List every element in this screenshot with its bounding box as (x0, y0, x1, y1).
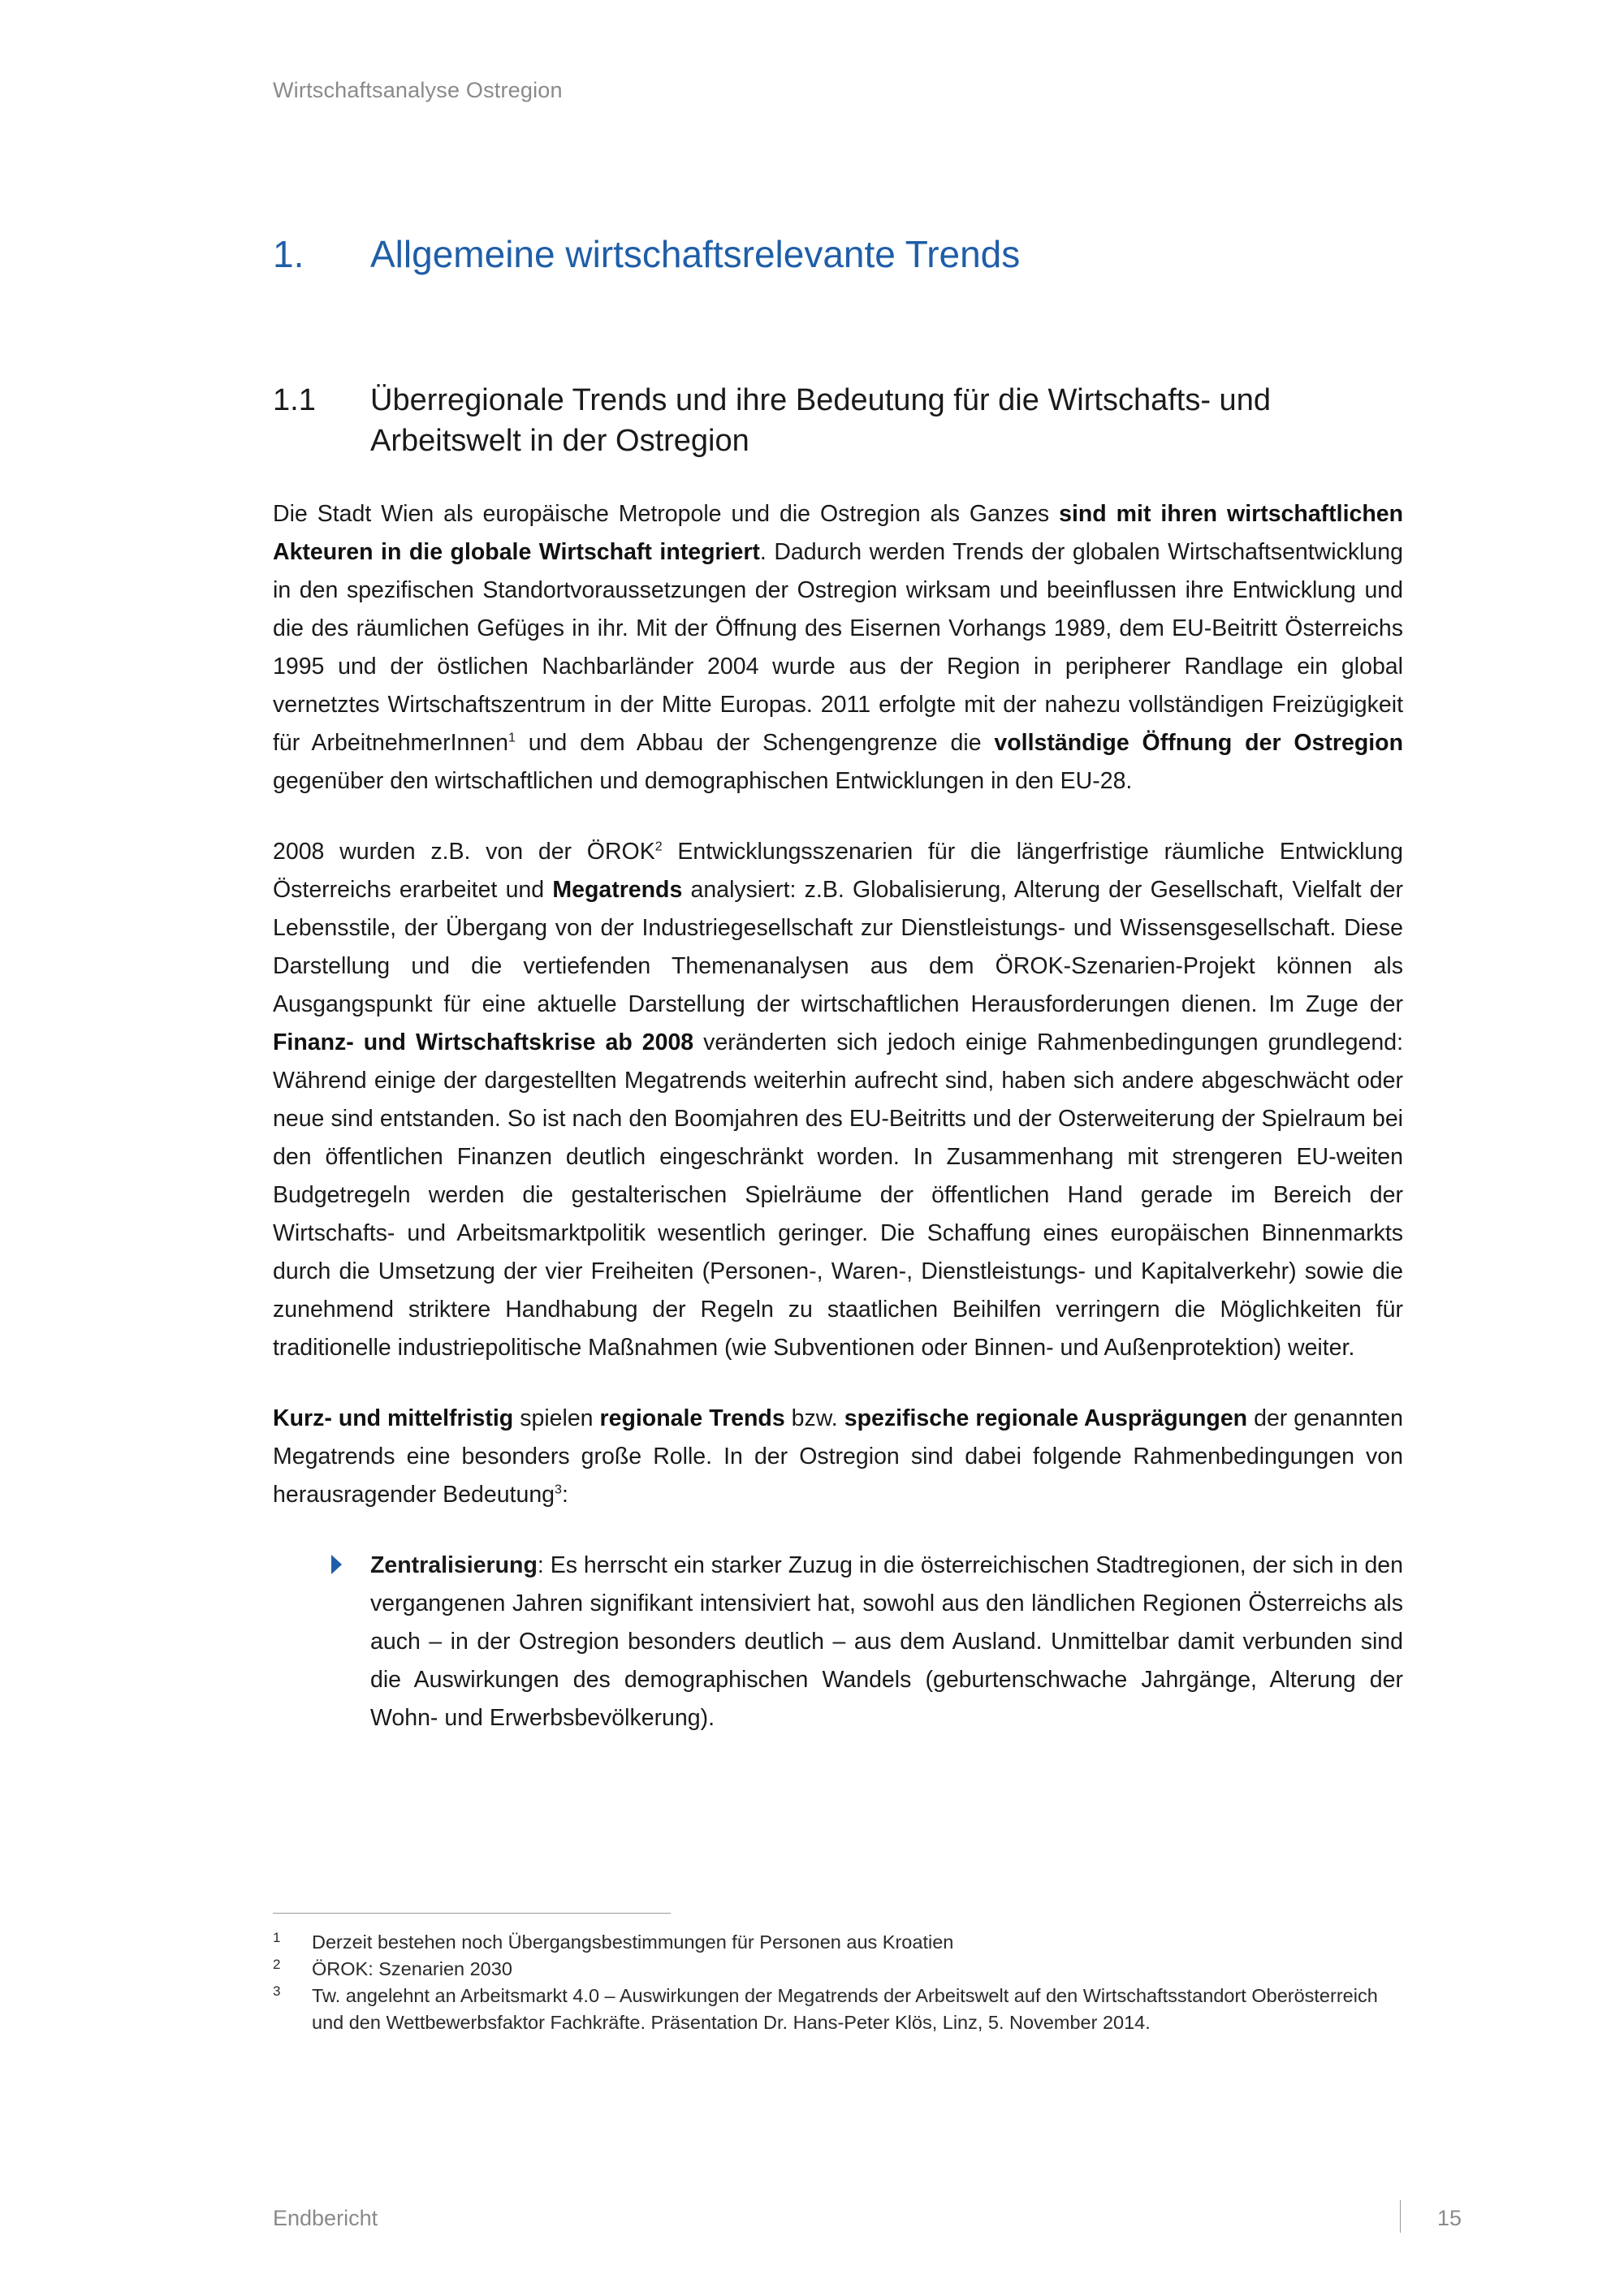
footnote-number: 3 (273, 1983, 281, 1999)
text-run: und dem Abbau der Schengengrenze die (515, 730, 995, 756)
footnote-text: Derzeit bestehen noch Übergangsbestimmungen für Personen aus Kroatien (312, 1931, 954, 1953)
list-item (273, 1547, 1403, 1737)
footnote-divider (273, 1913, 671, 1914)
footnote-1 (273, 1929, 1410, 1956)
chapter-title: Allgemeine wirtschaftsrelevante Trends (370, 233, 1021, 275)
text-run: bzw. (784, 1405, 844, 1431)
section-number: 1.1 (273, 383, 316, 417)
footnote-text: ÖROK: Szenarien 2030 (312, 1958, 512, 1979)
text-run: Entwicklungsszenarien für die längerfristige räumliche Entwicklung Österreichs erarbeitet und (273, 839, 1403, 903)
footnotes (273, 1929, 1410, 2036)
running-header: Wirtschaftsanalyse Ostregion (273, 78, 563, 102)
text-run: gegenüber den wirtschaftlichen und demographischen Entwicklungen in den EU-28. (273, 768, 1133, 794)
bullet-term: Zentralisierung (370, 1552, 538, 1578)
footnote-ref-3[interactable]: 3 (555, 1482, 562, 1497)
text-run: analysiert: z.B. Globalisierung, Alterung der Gesellschaft, Vielfalt der Lebensstile, der Übergang von der Industriegesellschaft zur Dienstleistungs- und Wissensgesellschaft. Diese Darstellung und die vertiefenden Themenanalysen aus dem ÖROK-Szenarien-Projekt können als Ausgangspunkt für eine aktuelle Darstellung der wirtschaftlichen Herausforderungen dienen. Im Zuge der (273, 877, 1403, 1017)
footer-divider (1400, 2200, 1401, 2233)
footnote-text: Tw. angelehnt an Arbeitsmarkt 4.0 – Auswirkungen der Megatrends der Arbeitswelt auf den Wirtschaftsstandort Oberösterreich und den Wettbewerbsfaktor Fachkräfte. Präsentation Dr. Hans-Peter Klös, Linz, 5. November 2014. (312, 1985, 1378, 2033)
footnote-ref-1[interactable]: 1 (508, 731, 516, 745)
bullet-list (273, 1547, 1403, 1737)
footnote-number: 1 (273, 1930, 281, 1945)
bold-run: spezifische regionale Ausprägungen (844, 1405, 1248, 1431)
text-run: 2008 wurden z.B. von der ÖROK (273, 839, 655, 865)
footnote-2 (273, 1956, 1410, 1983)
bold-run: Kurz- und mittelfristig (273, 1405, 514, 1431)
bullet-text: : Es herrscht ein starker Zuzug in die österreichischen Stadtregionen, der sich in den vergangenen Jahren signifikant intensiviert hat, sowohl aus den ländlichen Regionen Österreichs als auch – in der Ostregion besonders deutlich – aus dem Ausland. Unmittelbar damit verbunden sind die Auswirkungen des demographischen Wandels (geburtenschwache Jahrgänge, Alterung der Wohn- und Erwerbsbevölkerung). (370, 1552, 1404, 1731)
text-run: spielen (513, 1405, 600, 1431)
body-text (273, 495, 1403, 1737)
bold-run: regionale Trends (599, 1405, 785, 1431)
section-title: Überregionale Trends und ihre Bedeutung für die Wirtschafts- und Arbeitswelt in der Ostregion (370, 383, 1271, 458)
chapter-heading (273, 232, 1020, 276)
footnote-ref-2[interactable]: 2 (654, 839, 663, 854)
paragraph-1 (273, 495, 1403, 801)
page-number: 15 (1437, 2206, 1462, 2230)
text-run: : (561, 1482, 568, 1508)
chapter-number: 1. (273, 233, 304, 275)
bold-run: Finanz- und Wirtschaftskrise ab 2008 (273, 1029, 694, 1055)
text-run: . Dadurch werden Trends der globalen Wirtschaftsentwicklung in den spezifischen Standortvoraussetzungen der Ostregion wirksam und beeinflussen ihre Entwicklung und die des räumlichen Gefüges in ihr. Mit der Öffnung des Eisernen Vorhangs 1989, dem EU-Beitritt Österreichs 1995 und der östlichen Nachbarländer 2004 wurde aus der Region in peripherer Randlage ein global vernetztes Wirtschaftszentrum in der Mitte Europas. 2011 erfolgte mit der nahezu vollständigen Freizügigkeit für ArbeitnehmerInnen (273, 539, 1403, 756)
text-run: veränderten sich jedoch einige Rahmenbedingungen grundlegend: Während einige der dargestellten Megatrends weiterhin aufrecht sind, haben sich andere abgeschwächt oder neue sind entstanden. So ist nach den Boomjahren des EU-Beitritts und der Osterweiterung der Spielraum bei den öffentlichen Finanzen deutlich eingeschränkt worden. In Zusammenhang mit strengeren EU-weiten Budgetregeln werden die gestalterischen Spielräume der öffentlichen Hand gerade im Bereich der Wirtschafts- und Arbeitsmarktpolitik wesentlich geringer. Die Schaffung eines europäischen Binnenmarkts durch die Umsetzung der vier Freiheiten (Personen-, Waren-, Dienstleistungs- und Kapitalverkehr) sowie die zunehmend striktere Handhabung der Regeln zu staatlichen Beihilfen verringern die Möglichkeiten für traditionelle industriepolitische Maßnahmen (wie Subventionen oder Binnen- und Außenprotektion) weiter. (273, 1029, 1403, 1361)
bold-run: Megatrends (552, 877, 683, 903)
text-run: Die Stadt Wien als europäische Metropole und die Ostregion als Ganzes (273, 501, 1060, 527)
footer-label: Endbericht (273, 2206, 378, 2230)
text-run: der genannten Megatrends eine besonders große Rolle. In der Ostregion sind dabei folgende Rahmenbedingungen von herausragender Bedeutung (273, 1405, 1403, 1508)
footnote-number: 2 (273, 1957, 281, 1972)
bold-run: vollständige Öffnung der Ostregion (994, 730, 1403, 756)
bold-run: sind mit ihren wirtschaftlichen Akteuren in die globale Wirtschaft integriert (273, 501, 1404, 565)
section-heading (273, 380, 1410, 461)
paragraph-2 (273, 833, 1403, 1367)
triangle-bullet-icon (331, 1555, 342, 1574)
footnote-3 (273, 1983, 1410, 2036)
paragraph-3 (273, 1400, 1403, 1514)
